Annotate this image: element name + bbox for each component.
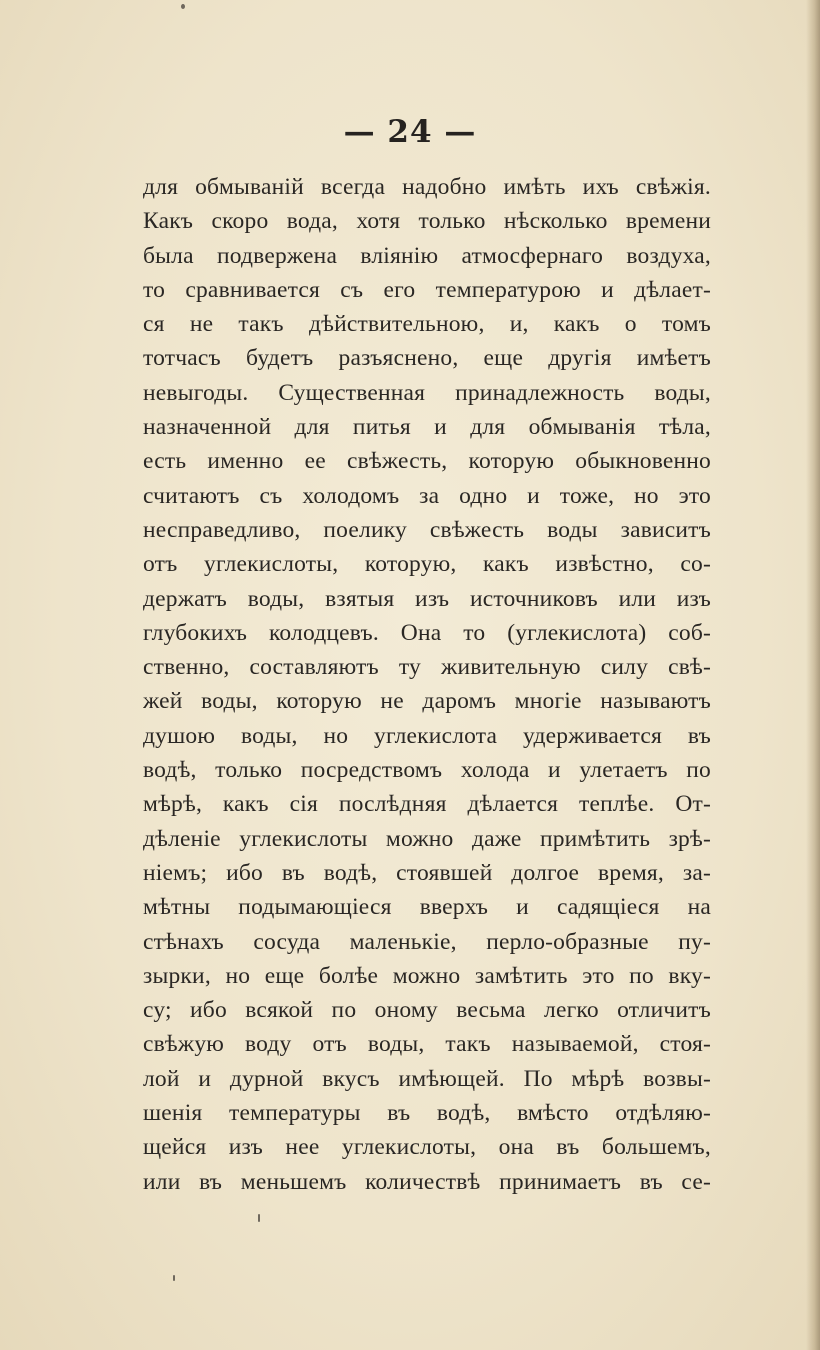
text-line: душою воды, но углекислота удерживается въ	[143, 722, 711, 749]
text-line: есть именно ее свѣжесть, которую обыкновенно	[143, 448, 711, 475]
paper-speck	[173, 1275, 175, 1281]
text-line: стѣнахъ сосуда маленькіе, перло-образные пу-	[143, 928, 711, 955]
text-line: шенія температуры въ водѣ, вмѣсто отдѣляю-	[143, 1100, 711, 1127]
text-line: отъ углекислоты, которую, какъ извѣстно, со-	[143, 551, 711, 578]
text-line: дѣленіе углекислоты можно даже примѣтить зрѣ-	[143, 825, 711, 852]
text-line: жей воды, которую не даромъ многіе называютъ	[143, 688, 711, 715]
text-line: невыгоды. Существенная принадлежность воды,	[143, 379, 711, 406]
text-line: мѣрѣ, какъ сія послѣдняя дѣлается теплѣе. От-	[143, 791, 711, 818]
page-number: — 24 —	[343, 114, 477, 150]
text-line: несправедливо, поелику свѣжесть воды зависитъ	[143, 516, 711, 543]
text-line: свѣжую воду отъ воды, такъ называемой, стоя-	[143, 1031, 711, 1058]
text-line: назначенной для питья и для обмыванія тѣла,	[143, 414, 711, 441]
text-line: или въ меньшемъ количествѣ принимаетъ въ се-	[143, 1168, 711, 1195]
text-line: Какъ скоро вода, хотя только нѣсколько времени	[143, 208, 711, 235]
text-line: держатъ воды, взятыя изъ источниковъ или изъ	[143, 585, 711, 612]
text-line: ніемъ; ибо въ водѣ, стоявшей долгое время, за-	[143, 859, 711, 886]
text-line: ся не такъ дѣйствительною, и, какъ о томъ	[143, 311, 711, 338]
text-line: для обмываній всегда надобно имѣть ихъ свѣжія.	[143, 174, 711, 200]
text-line: тотчасъ будетъ разъяснено, еще другія имѣетъ	[143, 345, 711, 372]
paper-speck	[181, 4, 185, 9]
text-line: водѣ, только посредствомъ холода и улетаетъ по	[143, 757, 711, 784]
text-line: была подвержена вліянію атмосфернаго воздуха,	[143, 242, 711, 269]
body-text	[143, 170, 711, 1199]
text-line: считаютъ съ холодомъ за одно и тоже, но это	[143, 482, 711, 509]
text-line: щейся изъ нее углекислоты, она въ большемъ,	[143, 1134, 711, 1161]
text-line: лой и дурной вкусъ имѣющей. По мѣрѣ возвы-	[143, 1065, 711, 1092]
page-edge-shadow	[806, 0, 820, 1350]
paper-speck	[258, 1214, 260, 1222]
text-line: зырки, но еще болѣе можно замѣтить это по вку-	[143, 962, 711, 989]
text-line: су; ибо всякой по оному весьма легко отличитъ	[143, 997, 711, 1024]
text-line: ственно, составляютъ ту живительную силу свѣ-	[143, 654, 711, 681]
text-line: мѣтны подымающіеся вверхъ и садящіеся на	[143, 894, 711, 921]
text-line: то сравнивается съ его температурою и дѣлает-	[143, 276, 711, 303]
text-line: глубокихъ колодцевъ. Она то (углекислота) соб-	[143, 619, 711, 646]
